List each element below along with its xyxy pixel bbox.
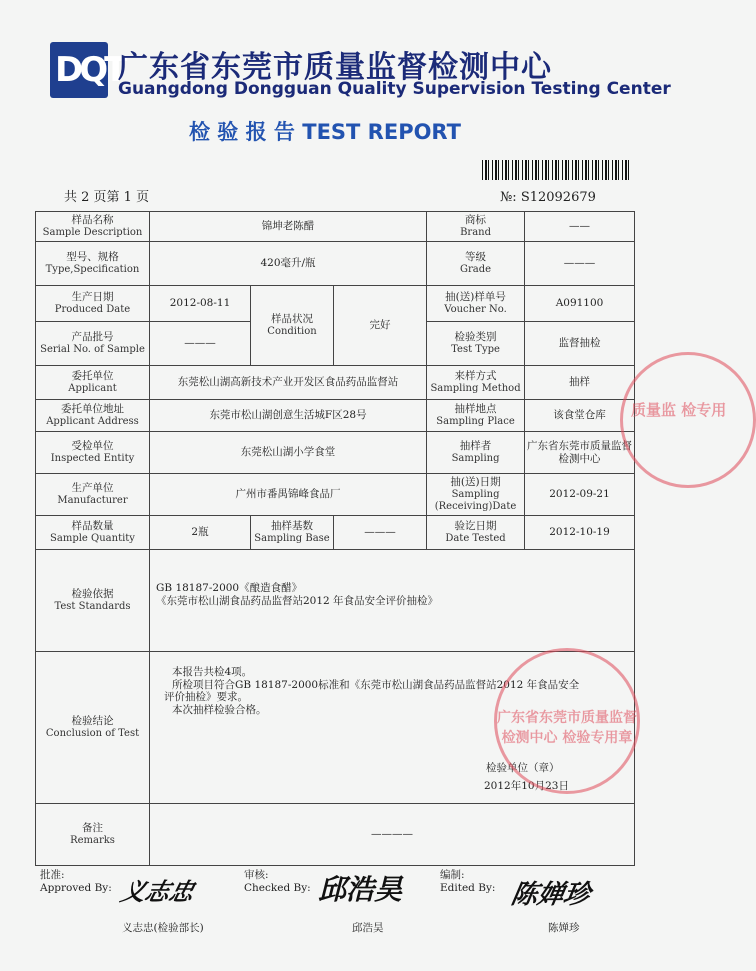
row-remarks bbox=[36, 804, 635, 866]
center-name-cn: 广东省东莞市质量监督检测中心 bbox=[118, 50, 552, 85]
sample-quantity-value: 2瓶 bbox=[150, 516, 251, 550]
date-tested-value: 2012-10-19 bbox=[525, 516, 635, 550]
grade-label: 等级 Grade bbox=[427, 242, 525, 286]
test-standards-value bbox=[150, 550, 635, 652]
brand-value: —— bbox=[525, 212, 635, 242]
produced-date-value: 2012-08-11 bbox=[150, 286, 251, 322]
conclusion-line: 本次抽样检验合格。 bbox=[172, 703, 267, 716]
checked-by-name: 邱浩昊 bbox=[352, 922, 384, 934]
row-applicant bbox=[36, 366, 635, 400]
edited-signature: 陈婵珍 bbox=[508, 880, 593, 910]
seal-text: 广东省东莞市质量监督检测中心 检验专用章 bbox=[497, 710, 637, 746]
applicant-address-value: 东莞市松山湖创意生活城F区28号 bbox=[150, 400, 427, 432]
manufacturer-label: 生产单位 Manufacturer bbox=[36, 474, 150, 516]
sample-description-label: 样品名称 Sample Description bbox=[36, 212, 150, 242]
applicant-label: 委托单位 Applicant bbox=[36, 366, 150, 400]
barcode bbox=[482, 160, 632, 180]
sampling-base-value: ——— bbox=[334, 516, 427, 550]
edge-seal bbox=[620, 352, 756, 488]
conclusion-label: 检验结论 Conclusion of Test bbox=[36, 652, 150, 804]
receiving-date-value: 2012-09-21 bbox=[525, 474, 635, 516]
serial-no-value: ——— bbox=[150, 322, 251, 366]
test-standards-label: 检验依据 Test Standards bbox=[36, 550, 150, 652]
checked-by-label: 审核: Checked By: bbox=[244, 869, 311, 895]
receiving-date-label: 抽(送)日期 Sampling (Receiving)Date bbox=[427, 474, 525, 516]
voucher-no-value: A091100 bbox=[525, 286, 635, 322]
edited-by-label: 编制: Edited By: bbox=[440, 869, 496, 895]
manufacturer-value: 广州市番禺锦峰食品厂 bbox=[150, 474, 427, 516]
row-produced-date bbox=[36, 286, 635, 322]
test-type-label: 检验类别 Test Type bbox=[427, 322, 525, 366]
row-applicant-address bbox=[36, 400, 635, 432]
sampling-method-value: 抽样 bbox=[525, 366, 635, 400]
approved-signature: 义志忠 bbox=[117, 877, 198, 906]
conclusion-line: 本报告共检4项。 bbox=[172, 666, 253, 678]
serial-no-label: 产品批号 Serial No. of Sample bbox=[36, 322, 150, 366]
applicant-value: 东莞松山湖高新技术产业开发区食品药品监督站 bbox=[150, 366, 427, 400]
test-type-value: 监督抽检 bbox=[525, 322, 635, 366]
inspected-entity-label: 受检单位 Inspected Entity bbox=[36, 432, 150, 474]
conclusion-date: 2012年10月23日 bbox=[484, 780, 569, 792]
approved-by-label: 批准: Approved By: bbox=[40, 869, 112, 895]
sample-quantity-label: 样品数量 Sample Quantity bbox=[36, 516, 150, 550]
edge-seal-text: 质量监 检专用 bbox=[631, 401, 727, 419]
condition-value: 完好 bbox=[334, 286, 427, 366]
voucher-no-label: 抽(送)样单号 Voucher No. bbox=[427, 286, 525, 322]
sampling-value: 广东省东莞市质量监督检测中心 bbox=[525, 432, 635, 474]
applicant-address-label: 委托单位地址 Applicant Address bbox=[36, 400, 150, 432]
logo-text: DQT bbox=[55, 50, 124, 90]
type-spec-label: 型号、规格 Type,Specification bbox=[36, 242, 150, 286]
grade-value: ——— bbox=[525, 242, 635, 286]
stamp-unit-label: 检验单位（章） bbox=[486, 762, 560, 774]
remarks-label: 备注 Remarks bbox=[36, 804, 150, 866]
date-tested-label: 验讫日期 Date Tested bbox=[427, 516, 525, 550]
row-type-spec bbox=[36, 242, 635, 286]
inspected-entity-value: 东莞松山湖小学食堂 bbox=[150, 432, 427, 474]
report-number: №: S12092679 bbox=[500, 190, 596, 205]
brand-label: 商标 Brand bbox=[427, 212, 525, 242]
center-name-en: Guangdong Dongguan Quality Supervision Testing Center bbox=[118, 79, 671, 99]
type-spec-value: 420毫升/瓶 bbox=[150, 242, 427, 286]
sample-description-value: 锦坤老陈醋 bbox=[150, 212, 427, 242]
row-sample-quantity bbox=[36, 516, 635, 550]
edited-by-name: 陈婵珍 bbox=[548, 922, 580, 934]
condition-label: 样品状况 Condition bbox=[251, 286, 334, 366]
sampling-base-label: 抽样基数 Sampling Base bbox=[251, 516, 334, 550]
row-sample-description bbox=[36, 212, 635, 242]
test-standards-line: 《东莞市松山湖食品药品监督站2012 年食品安全评价抽检》 bbox=[156, 594, 439, 607]
inspection-seal bbox=[494, 648, 640, 794]
checked-signature: 邱浩昊 bbox=[318, 873, 403, 906]
approved-by-name: 义志忠(检验部长) bbox=[122, 922, 204, 934]
conclusion-line: 评价抽检》要求。 bbox=[164, 691, 248, 704]
row-inspected-entity bbox=[36, 432, 635, 474]
sampling-label: 抽样者 Sampling bbox=[427, 432, 525, 474]
sampling-place-label: 抽样地点 Sampling Place bbox=[427, 400, 525, 432]
test-standards-line: GB 18187-2000《酿造食醋》 bbox=[156, 582, 303, 594]
report-title: 检 验 报 告 TEST REPORT bbox=[189, 120, 461, 144]
remarks-value: ———— bbox=[150, 804, 635, 866]
row-test-standards bbox=[36, 550, 635, 652]
row-manufacturer bbox=[36, 474, 635, 516]
page-info: 共 2 页第 1 页 bbox=[64, 190, 150, 205]
center-logo bbox=[50, 42, 124, 98]
sampling-place-value: 该食堂仓库 bbox=[525, 400, 635, 432]
sampling-method-label: 来样方式 Sampling Method bbox=[427, 366, 525, 400]
produced-date-label: 生产日期 Produced Date bbox=[36, 286, 150, 322]
conclusion-line: 所检项目符合GB 18187-2000标准和《东莞市松山湖食品药品监督站2012 年食品安全 bbox=[172, 678, 580, 691]
